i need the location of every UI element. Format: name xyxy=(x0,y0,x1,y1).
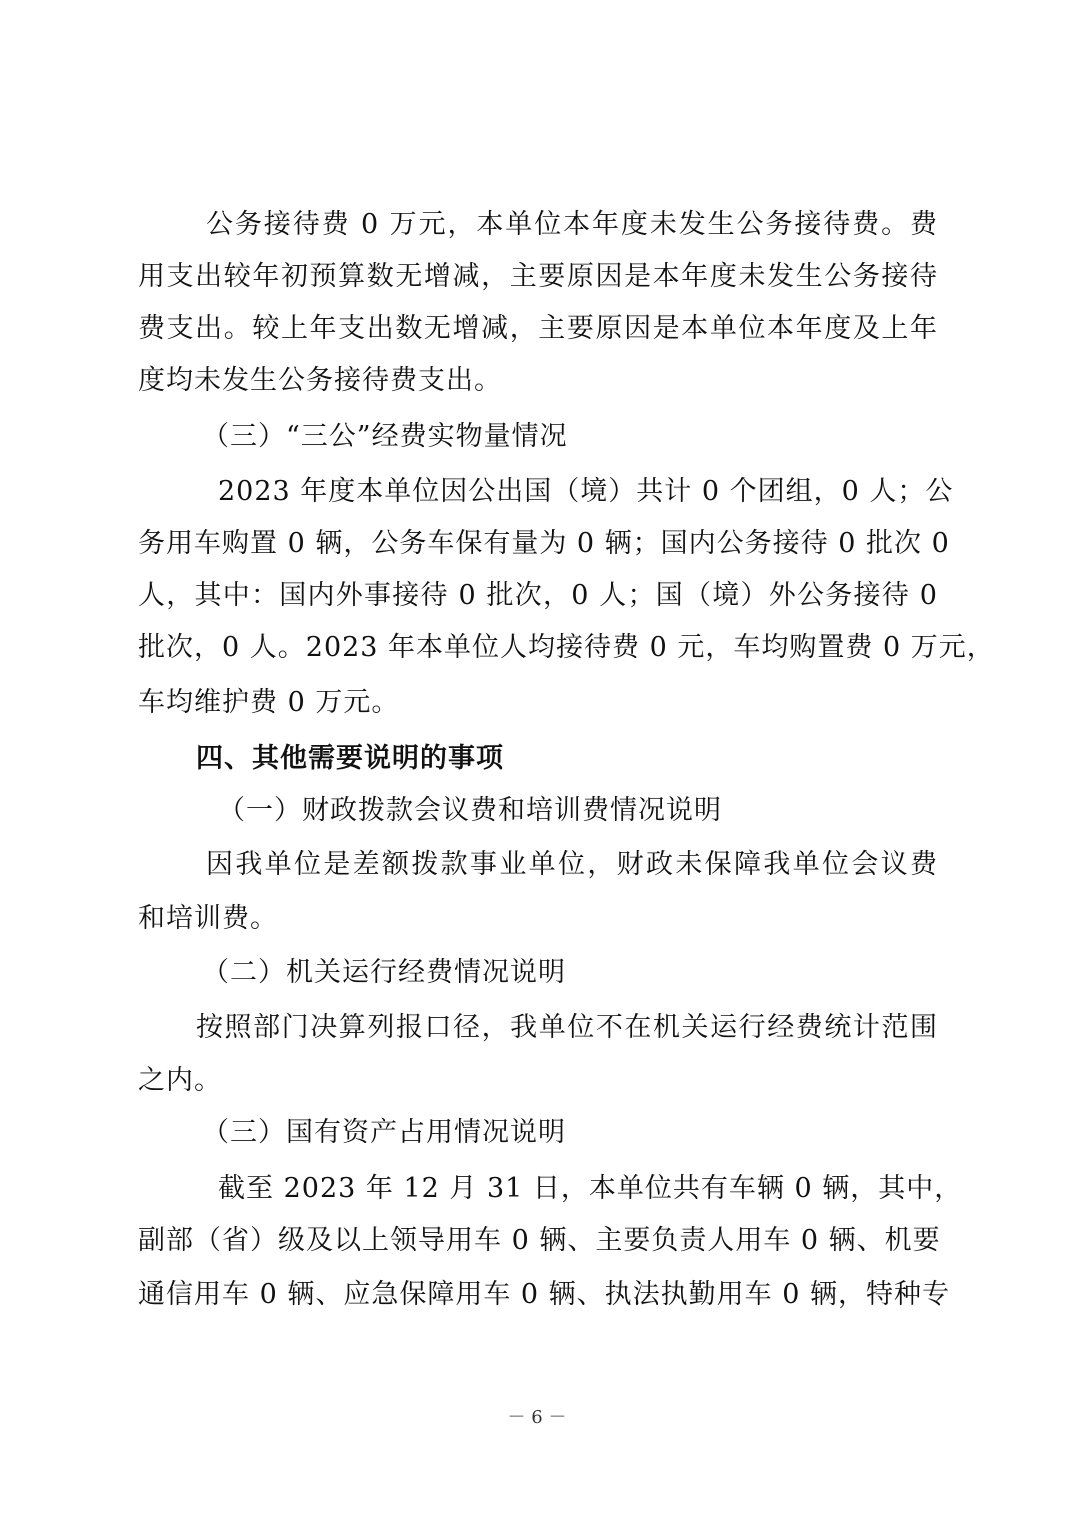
paragraph-line: 费支出。较上年支出数无增减，主要原因是本单位本年度及上年 xyxy=(138,313,938,344)
paragraph-line: 因我单位是差额拨款事业单位，财政未保障我单位会议费 xyxy=(206,849,938,880)
subsection-heading: （三）国有资产占用情况说明 xyxy=(202,1117,566,1148)
subsection-heading: （三）“三公”经费实物量情况 xyxy=(202,421,568,452)
subsection-heading: （二）机关运行经费情况说明 xyxy=(202,957,566,988)
paragraph-line: 2023 年度本单位因公出国（境）共计 0 个团组，0 人；公 xyxy=(218,476,954,507)
paragraph-line: 副部（省）级及以上领导用车 0 辆、主要负责人用车 0 辆、机要 xyxy=(138,1225,941,1256)
paragraph-line: 批次，0 人。2023 年本单位人均接待费 0 元，车均购置费 0 万元， xyxy=(138,632,995,663)
paragraph-line: 用支出较年初预算数无增减，主要原因是本年度未发生公务接待 xyxy=(138,261,938,292)
subsection-heading: （一）财政拨款会议费和培训费情况说明 xyxy=(218,795,722,826)
paragraph-line: 度均未发生公务接待费支出。 xyxy=(138,365,502,396)
paragraph-line: 公务接待费 0 万元，本单位本年度未发生公务接待费。费 xyxy=(206,209,938,240)
paragraph-line: 之内。 xyxy=(138,1065,222,1096)
paragraph-line: 人，其中：国内外事接待 0 批次，0 人；国（境）外公务接待 0 xyxy=(138,580,938,611)
paragraph-line: 通信用车 0 辆、应急保障用车 0 辆、执法执勤用车 0 辆，特种专 xyxy=(138,1279,951,1310)
paragraph-line: 务用车购置 0 辆，公务车保有量为 0 辆；国内公务接待 0 批次 0 xyxy=(138,528,950,559)
paragraph-line: 车均维护费 0 万元。 xyxy=(138,687,400,718)
page-number: － 6 － xyxy=(507,1407,567,1428)
section-heading: 四、其他需要说明的事项 xyxy=(196,743,504,774)
paragraph-line: 按照部门决算列报口径，我单位不在机关运行经费统计范围 xyxy=(196,1012,938,1043)
paragraph-line: 截至 2023 年 12 月 31 日，本单位共有车辆 0 辆，其中， xyxy=(218,1173,963,1204)
paragraph-line: 和培训费。 xyxy=(138,903,278,934)
